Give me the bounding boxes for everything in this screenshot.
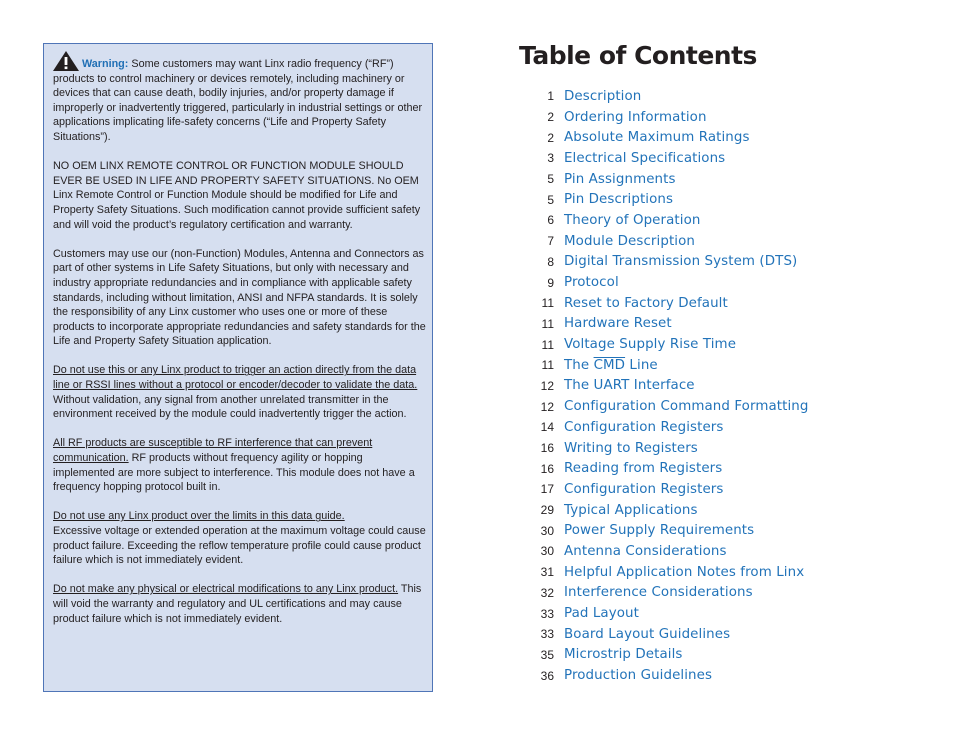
warning-label: Warning: — [82, 58, 129, 70]
toc-entry-link[interactable]: Configuration Registers — [564, 481, 724, 497]
toc-entry-link[interactable]: Theory of Operation — [564, 212, 701, 228]
warning-paragraph-4: Do not use this or any Linx product to trigger an action directly from the data line or RSSI lines without a protocol or encoder/decoder to validate the data. Without validation, any signal from another unrelated transmitter in the environment received by the module could inadvertently trigger the action. — [53, 364, 418, 421]
toc-entry-link[interactable]: Digital Transmission System (DTS) — [564, 254, 798, 270]
warning-text — [53, 51, 427, 641]
toc-entry[interactable] — [530, 562, 809, 583]
oem-caps-statement: NO OEM LINX REMOTE CONTROL OR FUNCTION MODULE SHOULD EVER BE USED IN LIFE AND PROPERTY SAFETY SITUATIONS. — [53, 160, 404, 187]
toc-entry[interactable] — [530, 86, 809, 107]
toc-entry-link[interactable]: Module Description — [564, 233, 696, 249]
toc-entry[interactable] — [530, 293, 809, 314]
toc-page-number: 11 — [541, 358, 554, 373]
toc-page-number: 30 — [540, 544, 554, 559]
toc-page-number: 11 — [541, 316, 554, 331]
toc-entry[interactable] — [530, 355, 809, 376]
toc-entry[interactable] — [530, 376, 809, 397]
toc-entry[interactable] — [530, 438, 809, 459]
toc-page-number: 9 — [547, 275, 554, 290]
toc-page-number: 2 — [547, 110, 554, 125]
toc-entry[interactable] — [530, 458, 809, 479]
toc-entry-link[interactable]: Production Guidelines — [564, 668, 713, 684]
toc-entry-link[interactable]: Pin Assignments — [564, 171, 676, 187]
toc-entry-link[interactable]: Electrical Specifications — [564, 150, 726, 166]
toc-entry[interactable] — [530, 169, 809, 190]
warning-paragraph-2: NO OEM LINX REMOTE CONTROL OR FUNCTION MODULE SHOULD EVER BE USED IN LIFE AND PROPERTY SAFETY SITUATIONS. No OEM Linx Remote Control or Function Module should be modified for Life and Property Safety Situations. Such modification cannot provide sufficient safety and will void the product’s regulatory certification and warranty. — [53, 160, 421, 231]
toc-entry-link[interactable]: Reading from Registers — [564, 461, 723, 477]
toc-entry[interactable] — [530, 127, 809, 148]
toc-entry[interactable] — [530, 541, 809, 562]
toc-entry[interactable] — [530, 603, 809, 624]
toc-page-number: 12 — [540, 399, 554, 414]
toc-page-number: 1 — [547, 89, 554, 104]
toc-page-number: 11 — [541, 296, 554, 311]
toc-page-number: 36 — [540, 668, 554, 683]
toc-page-number: 14 — [540, 420, 554, 435]
toc-entry-link[interactable]: The $\overline{CMD}$ Line — [564, 357, 658, 373]
toc-page-number: 29 — [540, 503, 554, 518]
toc-entry[interactable] — [530, 252, 809, 273]
toc-page-number: 33 — [540, 606, 554, 621]
toc-entry-link[interactable]: Helpful Application Notes from Linx — [564, 564, 805, 580]
toc-entry-link[interactable]: Hardware Reset — [564, 316, 672, 332]
warning-paragraph-7: Do not make any physical or electrical modifications to any Linx product. This will void the warranty and regulatory and UL certifications and may cause product failure which is not immediately evident. — [53, 583, 422, 625]
toc-page-number: 33 — [540, 627, 554, 642]
warning-paragraph-3: Customers may use our (non-Function) Modules, Antenna and Connectors as part of other systems in Life Safety Situations, but only with necessary and industry appropriate redundancies and in compliance with applicable safety standards, including without limitation, ANSI and NFPA standards. It is solely the responsibility of any Linx customer who uses one or more of these products to incorporate appropriate redundancies and safety standards for the Life and Property Safety Situation application. — [53, 247, 426, 348]
toc-entry-link[interactable]: Typical Applications — [564, 502, 698, 518]
toc-entry-link[interactable]: Configuration Registers — [564, 419, 724, 435]
toc-entry-link[interactable]: Writing to Registers — [564, 440, 698, 456]
toc-page-number: 11 — [541, 337, 554, 352]
warning-paragraph-6: Do not use any Linx product over the limits in this data guide. Excessive voltage or extended operation at the maximum voltage could cause product failure. Exceeding the reflow temperature profile could cause product failure which is not immediately evident. — [53, 510, 426, 567]
toc-entry-link[interactable]: Pin Descriptions — [564, 192, 674, 208]
toc-entry-link[interactable]: Protocol — [564, 275, 619, 291]
toc-page-number: 12 — [540, 378, 554, 393]
toc-entry[interactable] — [530, 417, 809, 438]
toc-page-number: 3 — [547, 151, 554, 166]
toc-page-number: 8 — [547, 254, 554, 269]
toc-entry-link[interactable]: Voltage Supply Rise Time — [564, 337, 737, 353]
toc-entry[interactable] — [530, 665, 809, 686]
toc-entry-link[interactable]: Pad Layout — [564, 606, 639, 622]
warning-triangle-icon — [53, 51, 79, 71]
toc-entry[interactable] — [530, 148, 809, 169]
toc-entry[interactable] — [530, 107, 809, 128]
toc-entry[interactable] — [530, 210, 809, 231]
toc-page-number: 5 — [547, 192, 554, 207]
toc-page-number: 7 — [547, 234, 554, 249]
toc-page-number: 2 — [547, 130, 554, 145]
toc-entry[interactable] — [530, 396, 809, 417]
toc-entry[interactable] — [530, 272, 809, 293]
toc-entry[interactable] — [530, 334, 809, 355]
warning-box — [43, 43, 433, 692]
toc-entry-link[interactable]: Reset to Factory Default — [564, 295, 728, 311]
toc-entry-link[interactable]: Absolute Maximum Ratings — [564, 130, 750, 146]
toc-entry[interactable] — [530, 314, 809, 335]
toc-entry[interactable] — [530, 500, 809, 521]
toc-page-number: 6 — [547, 213, 554, 228]
toc-page-number: 30 — [540, 523, 554, 538]
toc-page-number: 31 — [540, 565, 554, 580]
toc-entry-link[interactable]: Board Layout Guidelines — [564, 626, 731, 642]
toc-entry-link[interactable]: The UART Interface — [564, 378, 695, 394]
toc-list — [530, 86, 809, 686]
toc-entry-link[interactable]: Power Supply Requirements — [564, 523, 755, 539]
toc-entry[interactable] — [530, 231, 809, 252]
toc-entry[interactable] — [530, 479, 809, 500]
toc-title: Table of Contents — [519, 41, 757, 70]
toc-entry-link[interactable]: Configuration Command Formatting — [564, 399, 809, 415]
toc-page-number: 16 — [540, 441, 554, 456]
toc-entry-link[interactable]: Ordering Information — [564, 109, 707, 125]
toc-entry-link[interactable]: Antenna Considerations — [564, 543, 727, 559]
toc-page-number: 16 — [540, 461, 554, 476]
cmd-overline-text: $\overline{CMD}$ — [593, 357, 626, 373]
toc-page-number: 35 — [540, 647, 554, 662]
toc-entry-link[interactable]: Microstrip Details — [564, 647, 683, 663]
toc-entry[interactable] — [530, 520, 809, 541]
toc-entry-link[interactable]: Description — [564, 88, 642, 104]
toc-page-number: 17 — [540, 482, 554, 497]
toc-entry[interactable] — [530, 583, 809, 604]
toc-page-number: 32 — [540, 585, 554, 600]
toc-entry-link[interactable]: Interference Considerations — [564, 585, 753, 601]
warning-paragraph-5: All RF products are susceptible to RF interference that can prevent communication. RF products without frequency agility or hopping implemented are more subject to interference. This module does not have a frequency hopping protocol built in. — [53, 437, 415, 494]
toc-page-number: 5 — [547, 172, 554, 187]
toc-entry[interactable] — [530, 189, 809, 210]
toc-entry[interactable] — [530, 624, 809, 645]
toc-entry[interactable] — [530, 645, 809, 666]
warning-paragraph-1: Warning: Some customers may want Linx radio frequency (“RF”) products to control machinery or devices remotely, including machinery or devices that can cause death, bodily injuries, and/or property damage if improperly or inadvertently triggered, particularly in industrial settings or other applications implicating life-safety concerns (“Life and Property Safety Situations”). — [53, 51, 427, 145]
